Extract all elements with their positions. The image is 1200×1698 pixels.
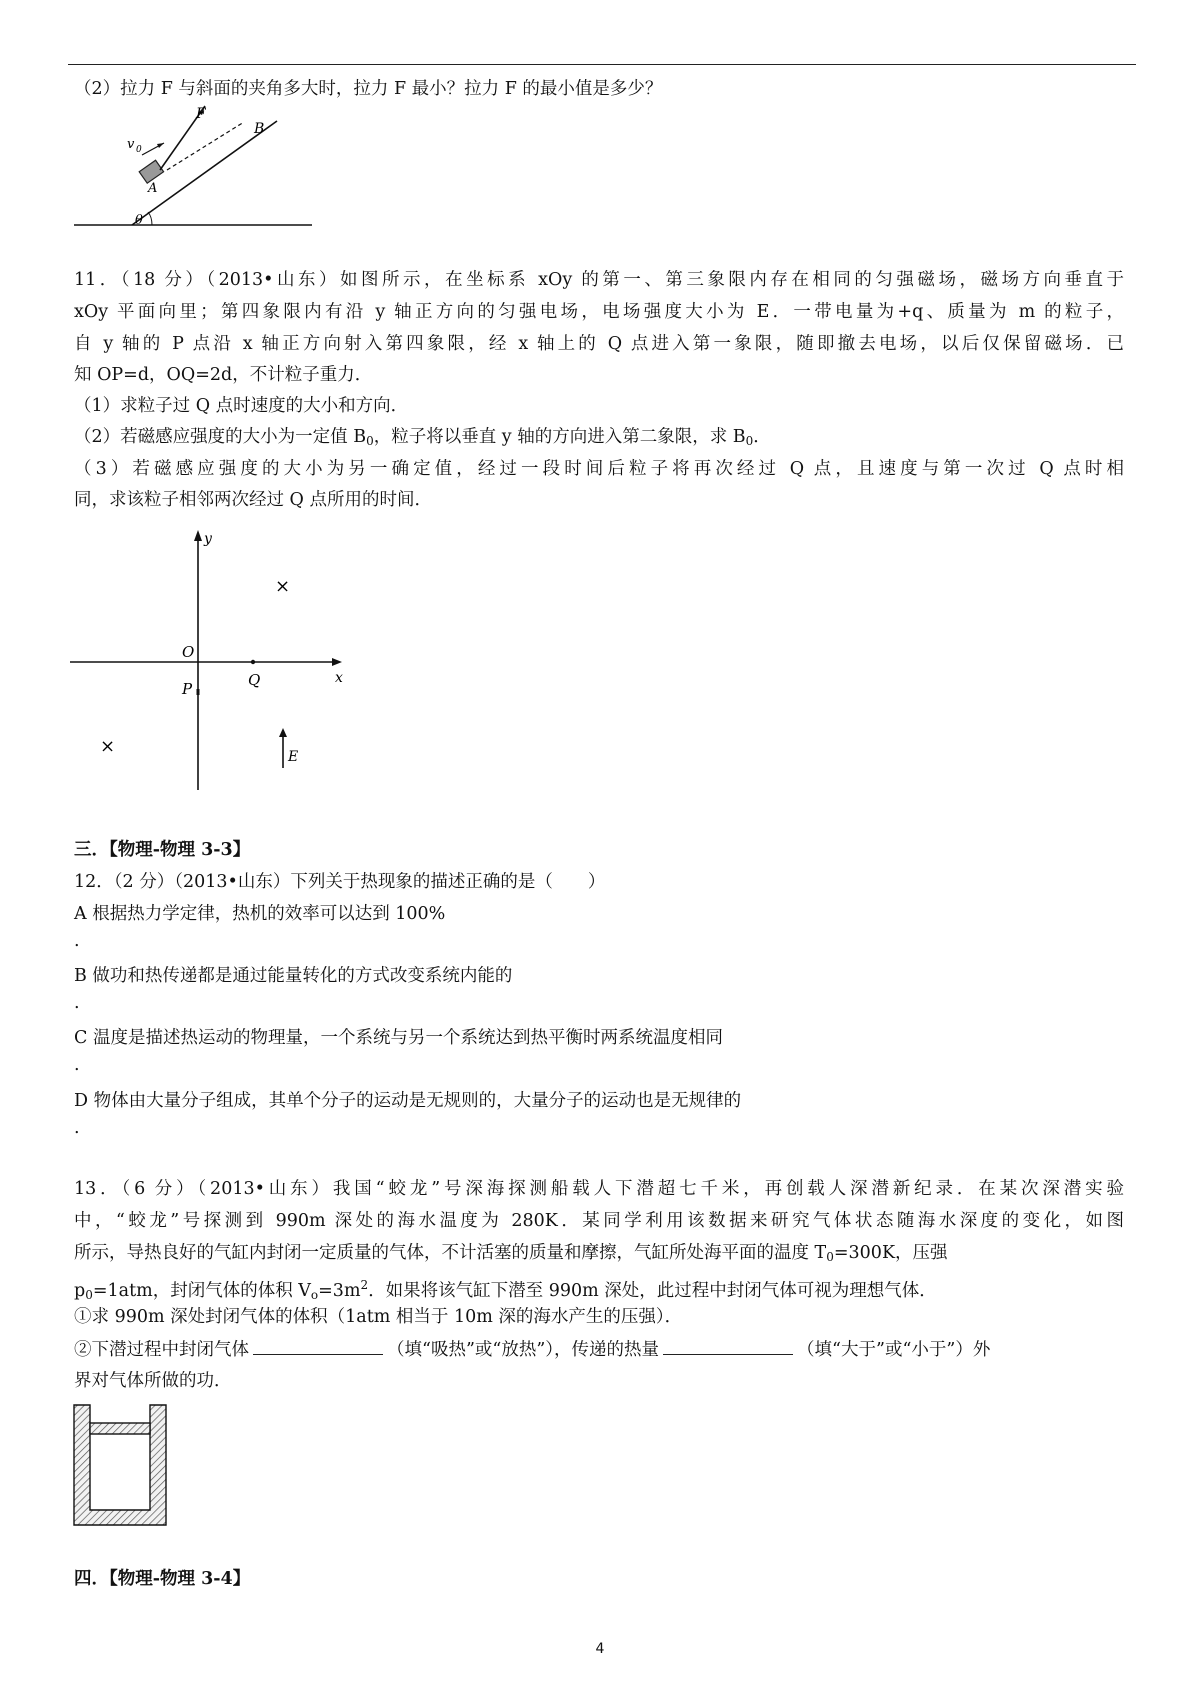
incline-label-theta: θ bbox=[135, 213, 143, 228]
incline-label-F: F bbox=[196, 106, 206, 122]
field-label-E: E bbox=[288, 749, 299, 765]
q11-part2: （2）若磁感应强度的大小为一定值 $B_0$，粒子将以垂直 y 轴的方向进入第二象限，求 $B_0$． bbox=[74, 427, 771, 448]
q12-option-a-dot: . bbox=[74, 931, 80, 951]
magnetic-cross-q1: × bbox=[275, 576, 291, 597]
q13-line4: $p_0=1atm$，封闭气体的体积 $V_o=3m^2$．如果将该气缸下潜至 990m 深处，此过程中封闭气体可视为理想气体． bbox=[74, 1278, 937, 1302]
q12-option-d: D 物体由大量分子组成，其单个分子的运动是无规则的，大量分子的运动也是无规律的 bbox=[74, 1091, 742, 1111]
incline-label-A: A bbox=[148, 181, 158, 196]
q13-item1: ①求 990m 深处封闭气体的体积（1atm 相当于 10m 深的海水产生的压强）． bbox=[74, 1307, 683, 1327]
magnetic-cross-q3: × bbox=[100, 736, 116, 757]
q12-option-b-dot: . bbox=[74, 993, 80, 1013]
q11-line2: xOy 平面向里；第四象限内有沿 y 轴正方向的匀强电场，电场强度大小为 E．一带电量为+q、质量为 m 的粒子， bbox=[74, 302, 1124, 322]
q12-option-b: B 做功和热传递都是通过能量转化的方式改变系统内能的 bbox=[74, 966, 513, 986]
q12-option-d-dot: . bbox=[74, 1118, 80, 1138]
q10-part2: （2）拉力 F 与斜面的夹角多大时，拉力 F 最小？拉力 F 的最小值是多少？ bbox=[74, 79, 663, 99]
header-rule bbox=[68, 64, 1136, 65]
q12-option-c: C 温度是描述热运动的物理量，一个系统与另一个系统达到热平衡时两系统温度相同 bbox=[74, 1028, 723, 1048]
section3-title: 三．【物理-物理 3-3】 bbox=[74, 840, 251, 860]
page-number: 4 bbox=[595, 1641, 605, 1657]
coordinate-figure bbox=[70, 525, 360, 795]
section4-title: 四．【物理-物理 3-4】 bbox=[74, 1569, 251, 1589]
q11-part1: （1）求粒子过 Q 点时速度的大小和方向． bbox=[74, 396, 409, 416]
axis-label-y: y bbox=[204, 531, 212, 547]
origin-label-O: O bbox=[182, 643, 195, 661]
q12-option-c-dot: . bbox=[74, 1055, 80, 1075]
q13-item2-line2: 界对气体所做的功． bbox=[74, 1371, 232, 1391]
q12-stem: 12．（2 分）（2013•山东）下列关于热现象的描述正确的是（ ） bbox=[74, 872, 606, 892]
q11-line1: 11．（18 分）（2013•山东）如图所示，在坐标系 xOy 的第一、第三象限内存在相同的匀强磁场，磁场方向垂直于 bbox=[74, 270, 1124, 290]
q13-line2: 中，“蛟龙”号探测到 990m 深处的海水温度为 280K．某同学利用该数据来研究气体状态随海水深度的变化，如图 bbox=[74, 1211, 1124, 1231]
q11-line4: 知 OP=d，OQ=2d，不计粒子重力． bbox=[74, 365, 373, 385]
axis-label-x: x bbox=[335, 670, 343, 686]
q13-line1: 13．（6 分）（2013•山东）我国“蛟龙”号深海探测船载人下潜超七千米，再创载人深潜新纪录．在某次深潜实验 bbox=[74, 1179, 1124, 1199]
point-label-P: P bbox=[182, 680, 193, 698]
incline-label-v0-sub: 0 bbox=[136, 145, 142, 155]
q12-option-a: A 根据热力学定律，热机的效率可以达到 100% bbox=[74, 904, 446, 924]
q13-item2: ②下潜过程中封闭气体 （填“吸热”或“放热”），传递的热量 （填“大于”或“小于”）外 bbox=[74, 1340, 991, 1360]
answer-blank-1[interactable] bbox=[253, 1338, 383, 1355]
answer-blank-2[interactable] bbox=[663, 1338, 793, 1355]
q11-part3-line1: （3）若磁感应强度的大小为另一确定值，经过一段时间后粒子将再次经过 Q 点，且速度与第一次过 Q 点时相 bbox=[74, 459, 1124, 479]
q11-part3-line2: 同，求该粒子相邻两次经过 Q 点所用的时间． bbox=[74, 490, 432, 510]
q13-line3: 所示，导热良好的气缸内封闭一定质量的气体，不计活塞的质量和摩擦，气缸所处海平面的温度 $T_0=300K$，压强 bbox=[74, 1243, 948, 1264]
incline-label-v0: v bbox=[127, 137, 135, 152]
incline-figure bbox=[72, 100, 322, 230]
point-label-Q: Q bbox=[248, 671, 261, 689]
cylinder-figure bbox=[72, 1403, 172, 1528]
incline-label-B: B bbox=[254, 121, 265, 137]
q11-line3: 自 y 轴的 P 点沿 x 轴正方向射入第四象限，经 x 轴上的 Q 点进入第一象限，随即撤去电场，以后仅保留磁场．已 bbox=[74, 334, 1124, 354]
